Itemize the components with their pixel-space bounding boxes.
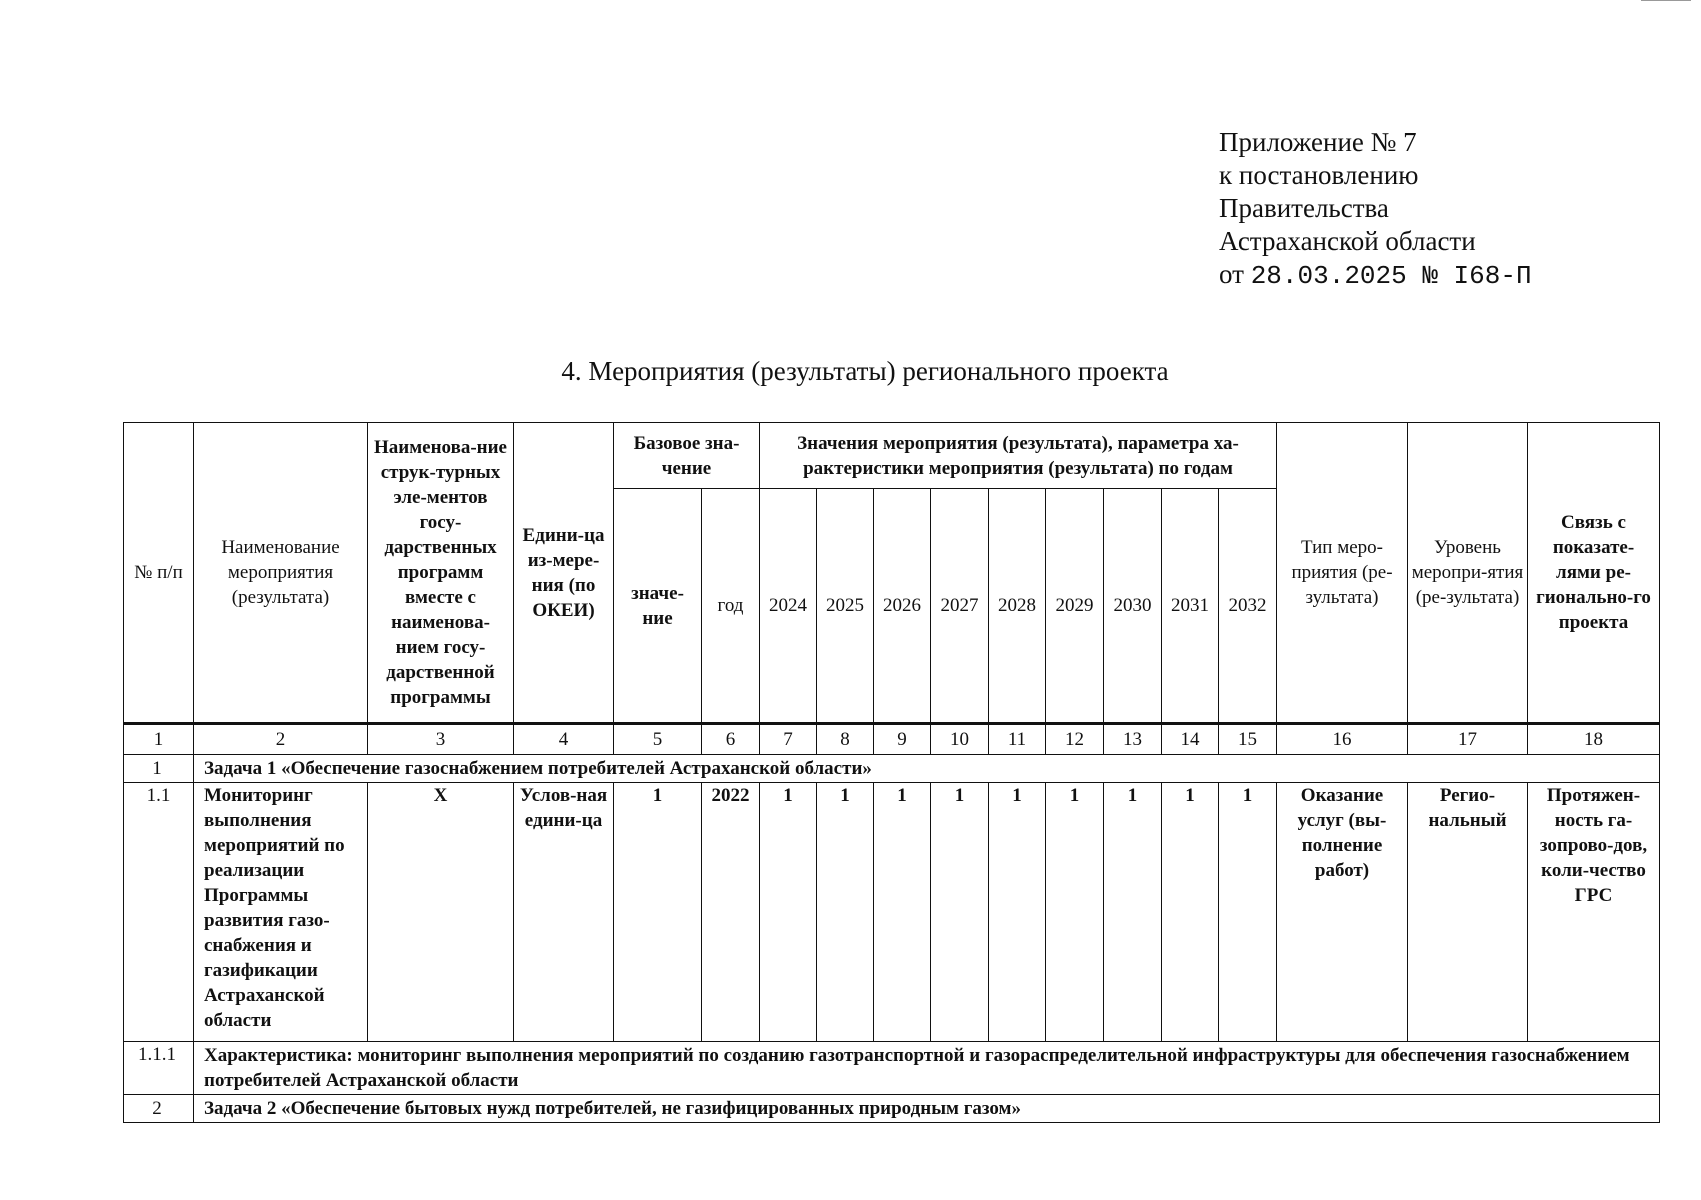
header-year-2032: 2032 xyxy=(1219,489,1277,724)
column-number: 7 xyxy=(760,724,817,755)
item-1-1-level: Регио-нальный xyxy=(1408,783,1528,1042)
column-number: 6 xyxy=(702,724,760,755)
item-1-1-value-2030: 1 xyxy=(1104,783,1162,1042)
appendix-line-2: к постановлению xyxy=(1219,160,1419,190)
column-number: 2 xyxy=(194,724,368,755)
item-1-1-struct: Х xyxy=(368,783,514,1042)
appendix-date-prefix: от xyxy=(1219,259,1244,289)
column-number: 4 xyxy=(514,724,614,755)
item-1-1-unit: Услов-ная едини-ца xyxy=(514,783,614,1042)
header-base-value: значе-ние xyxy=(614,489,702,724)
header-year-2028: 2028 xyxy=(989,489,1046,724)
column-number: 3 xyxy=(368,724,514,755)
appendix-date-line xyxy=(1219,258,1532,293)
measures-table xyxy=(123,422,1660,1123)
header-num: № п/п xyxy=(124,423,194,724)
item-1-1-value-2031: 1 xyxy=(1162,783,1219,1042)
item-1-1-value-2032: 1 xyxy=(1219,783,1277,1042)
header-link: Связь с показате-лями ре-гионально-го проекта xyxy=(1528,423,1660,724)
item-1-1-link: Протяжен-ность га-зопрово-дов, коли-чество ГРС xyxy=(1528,783,1660,1042)
item-1-1-base-year: 2022 xyxy=(702,783,760,1042)
header-year-2027: 2027 xyxy=(931,489,989,724)
column-number: 18 xyxy=(1528,724,1660,755)
header-base: Базовое зна-чение xyxy=(614,423,760,489)
item-1-1-type: Оказание услуг (вы-полнение работ) xyxy=(1277,783,1408,1042)
characteristic-1-1-1-text: Характеристика: мониторинг выполнения мероприятий по созданию газотранспортной и газораспределительной инфраструктуры для обеспечения газоснабжением потребителей Астраханской области xyxy=(194,1042,1660,1095)
header-year-2026: 2026 xyxy=(874,489,931,724)
column-number: 15 xyxy=(1219,724,1277,755)
task-1-num: 1 xyxy=(124,755,194,783)
task-1-text: Задача 1 «Обеспечение газоснабжением потребителей Астраханской области» xyxy=(194,755,1660,783)
item-1-1-value-2026: 1 xyxy=(874,783,931,1042)
header-year-2025: 2025 xyxy=(817,489,874,724)
header-base-year: год xyxy=(702,489,760,724)
item-1-1-value-2028: 1 xyxy=(989,783,1046,1042)
column-number: 12 xyxy=(1046,724,1104,755)
task-2-num: 2 xyxy=(124,1095,194,1123)
header-year-2031: 2031 xyxy=(1162,489,1219,724)
item-1-1-value-2025: 1 xyxy=(817,783,874,1042)
column-number-row xyxy=(124,724,1660,755)
characteristic-1-1-1-num: 1.1.1 xyxy=(124,1042,194,1095)
corner-scan-mark xyxy=(1641,0,1691,4)
characteristic-row-1-1-1 xyxy=(124,1042,1660,1095)
task-row-2 xyxy=(124,1095,1660,1123)
item-1-1-value-2029: 1 xyxy=(1046,783,1104,1042)
item-1-1-value-2024: 1 xyxy=(760,783,817,1042)
header-values: Значения мероприятия (результата), параметра ха-рактеристики мероприятия (результата) по годам xyxy=(760,423,1277,489)
column-number: 8 xyxy=(817,724,874,755)
column-number: 17 xyxy=(1408,724,1528,755)
column-number: 13 xyxy=(1104,724,1162,755)
header-row-top xyxy=(124,423,1660,489)
task-row-1 xyxy=(124,755,1660,783)
header-year-2030: 2030 xyxy=(1104,489,1162,724)
header-struct: Наименова-ние струк-турных эле-ментов госу-дарственных программ вместе с наименова-нием госу-дарственной программы xyxy=(368,423,514,724)
appendix-line-1: Приложение № 7 xyxy=(1219,127,1417,157)
column-number: 10 xyxy=(931,724,989,755)
appendix-line-3: Правительства xyxy=(1219,193,1389,223)
item-1-1-name: Мониторинг выполнения мероприятий по реализации Программы развития газо-снабжения и газификации Астраханской области xyxy=(194,783,368,1042)
column-number: 1 xyxy=(124,724,194,755)
column-number: 16 xyxy=(1277,724,1408,755)
header-year-2024: 2024 xyxy=(760,489,817,724)
item-1-1-num: 1.1 xyxy=(124,783,194,1042)
section-title: 4. Мероприятия (результаты) регионального проекта xyxy=(561,356,1169,386)
task-2-text: Задача 2 «Обеспечение бытовых нужд потребителей, не газифицированных природным газом» xyxy=(194,1095,1660,1123)
appendix-line-4: Астраханской области xyxy=(1219,226,1476,256)
item-row-1-1 xyxy=(124,783,1660,1042)
item-1-1-value-2027: 1 xyxy=(931,783,989,1042)
appendix-date-value: 28.03.2025 № I68-П xyxy=(1250,261,1532,291)
header-type: Тип меро-приятия (ре-зультата) xyxy=(1277,423,1408,724)
column-number: 5 xyxy=(614,724,702,755)
header-name: Наименование мероприятия (результата) xyxy=(194,423,368,724)
appendix-stamp xyxy=(1219,126,1532,293)
header-year-2029: 2029 xyxy=(1046,489,1104,724)
item-1-1-base-value: 1 xyxy=(614,783,702,1042)
column-number: 11 xyxy=(989,724,1046,755)
header-level: Уровень меропри-ятия (ре-зультата) xyxy=(1408,423,1528,724)
header-unit: Едини-ца из-мере-ния (по ОКЕИ) xyxy=(514,423,614,724)
column-number: 14 xyxy=(1162,724,1219,755)
column-number: 9 xyxy=(874,724,931,755)
